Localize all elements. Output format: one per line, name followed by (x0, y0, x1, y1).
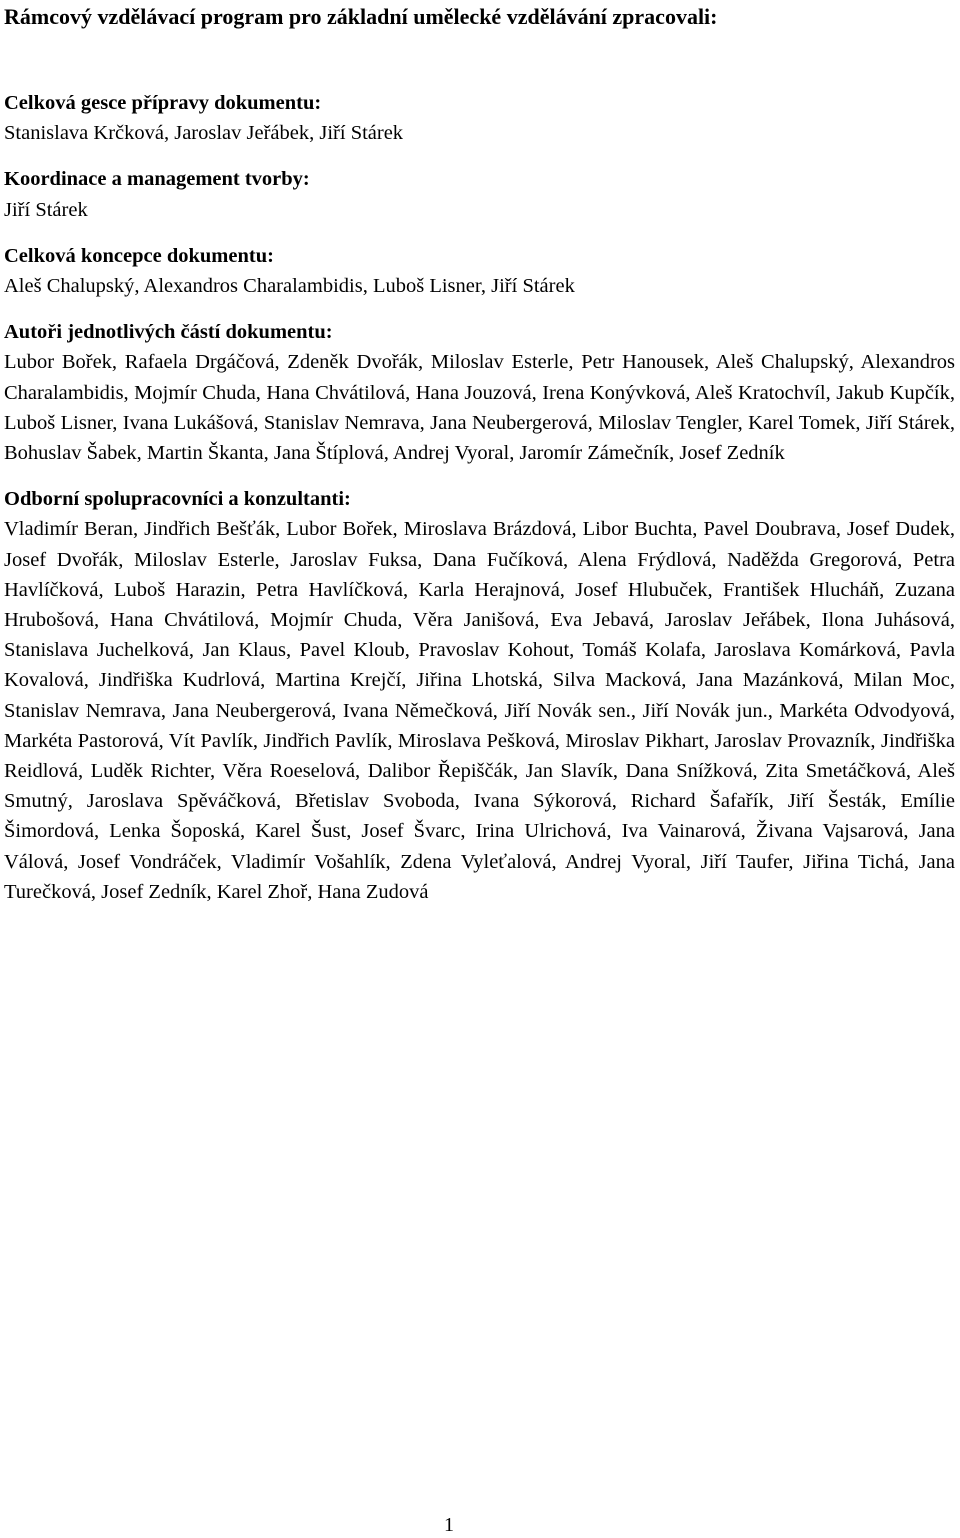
section-heading: Celková koncepce dokumentu: (4, 244, 274, 267)
section-heading: Autoři jednotlivých částí dokumentu: (4, 321, 333, 344)
section-heading: Celková gesce přípravy dokumentu: (4, 92, 322, 114)
credits-sections (4, 88, 955, 923)
section-body: Stanislava Krčková, Jaroslav Jeřábek, Jiří Stárek (4, 122, 404, 145)
section-heading: Odborní spolupracovníci a konzultanti: (4, 488, 351, 511)
section-body: Aleš Chalupský, Alexandros Charalambidis, Luboš Lisner, Jiří Stárek (4, 275, 575, 298)
section-coordination (4, 164, 955, 224)
section-authors (4, 317, 955, 468)
document-title: Rámcový vzdělávací program pro základní umělecké vzdělávání zpracovali: (4, 4, 718, 29)
section-body: Lubor Bořek, Rafaela Drgáčová, Zdeněk Dvořák, Miloslav Esterle, Petr Hanousek, Aleš Chalupský, Alexandros Charalambidis, Mojmír Chuda, Hana Chvátilová, Hana Jouzová, Irena Konývková, Aleš Kratochvíl, Jakub Kupčík, Luboš Lisner, Ivana Lukášová, Stanislav Nemrava, Jana Neubergerová, Miloslav Tengler, Karel Tomek, Jiří Stárek, Bohuslav Šabek, Martin Škanta, Jana Štíplová, Andrej Vyoral, Jaromír Zámečník, Josef Zedník (4, 351, 955, 465)
section-body: Vladimír Beran, Jindřich Bešťák, Lubor Bořek, Miroslava Brázdová, Libor Buchta, Pavel Doubrava, Josef Dudek, Josef Dvořák, Miloslav Esterle, Jaroslav Fuksa, Dana Fučíková, Alena Frýdlová, Naděžda Gregorová, Petra Havlíčková, Luboš Harazin, Petra Havlíčková, Karla Herajnová, Josef Hlubuček, František Hlucháň, Zuzana Hrubošová, Hana Chvátilová, Mojmír Chuda, Věra Janišová, Eva Jebavá, Jaroslav Jeřábek, Ilona Juhásová, Stanislava Juchelková, Jan Klaus, Pavel Kloub, Pravoslav Kohout, Tomáš Kolafa, Jaroslava Komárková, Pavla Kovalová, Jindřiška Kudrlová, Martina Krejčí, Jiřina Lhotská, Silva Macková, Jana Mazánková, Milan Moc, Stanislav Nemrava, Jana Neubergerová, Ivana Němečková, Jiří Novák sen., Jiří Novák jun., Markéta Odvodyová, Markéta Pastorová, Vít Pavlík, Jindřich Pavlík, Miroslava Pešková, Miroslav Pikhart, Jaroslav Provazník, Jindřiška Reidlová, Luděk Richter, Věra Roeselová, Dalibor Řepiščák, Jan Slavík, Dana Snížková, Zita Smetáčková, Aleš Smutný, Jaroslava Spěváčková, Břetislav Svoboda, Ivana Sýkorová, Richard Šafařík, Jiří Šesták, Emílie Šimordová, Lenka Šoposká, Karel Šust, Josef Švarc, Irina Ulrichová, Iva Vainarová, Živana Vajsarová, Jana Válová, Josef Vondráček, Vladimír Vošahlík, Zdena Vyleťalová, Andrej Vyoral, Jiří Taufer, Jiřina Tichá, Jana Turečková, Josef Zedník, Karel Zhoř, Hana Zudová (4, 518, 955, 903)
section-body: Jiří Stárek (4, 198, 88, 221)
section-overall-concept (4, 241, 955, 301)
section-overall-responsibility (4, 88, 955, 148)
section-heading: Koordinace a management tvorby: (4, 168, 310, 191)
page-number: 1 (444, 1514, 454, 1536)
section-consultants (4, 484, 955, 907)
